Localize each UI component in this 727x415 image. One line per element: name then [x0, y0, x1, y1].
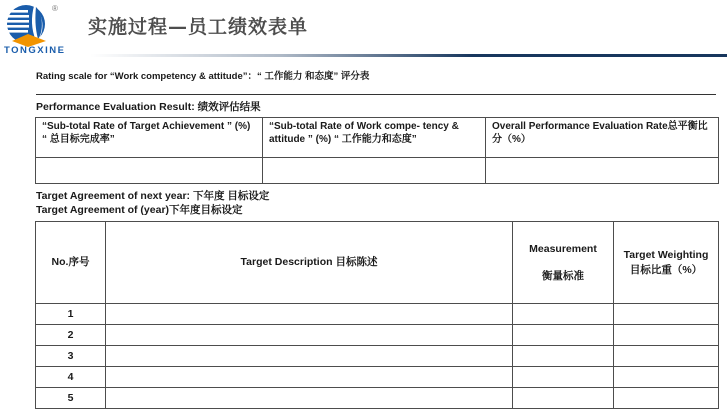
performance-result-heading: Performance Evaluation Result: 绩效评估结果 — [36, 101, 261, 113]
table-row — [36, 346, 719, 367]
cell-weighting — [614, 325, 719, 346]
cell-weighting — [614, 367, 719, 388]
target-agreement-heading-1: Target Agreement of next year: 下年度 目标设定 — [36, 190, 270, 202]
col-measurement-zh: 衡量标准 — [542, 269, 584, 282]
table-row — [36, 388, 719, 409]
col-no: No.序号 — [36, 222, 106, 304]
cell-description — [106, 325, 513, 346]
svg-text:®: ® — [52, 4, 58, 13]
table-row — [36, 367, 719, 388]
cell-row-no: 5 — [36, 388, 106, 409]
page-title: 实施过程—员工绩效表单 — [88, 16, 309, 38]
cell-row-no: 1 — [36, 304, 106, 325]
col-measurement — [513, 222, 614, 304]
cell-measurement — [513, 346, 614, 367]
col-subtotal-target-achievement: “Sub-total Rate of Target Achievement ” (%) “ 总目标完成率” — [36, 118, 263, 158]
title-underline — [90, 54, 727, 57]
cell-weighting — [614, 304, 719, 325]
col-target-description: Target Description 目标陈述 — [106, 222, 513, 304]
cell-measurement — [513, 388, 614, 409]
performance-result-table — [35, 117, 719, 184]
cell-target-achievement-value — [36, 158, 263, 184]
col-weighting-en: Target Weighting — [623, 249, 709, 262]
cell-overall-rate-value — [486, 158, 719, 184]
cell-row-no: 4 — [36, 367, 106, 388]
cell-description — [106, 304, 513, 325]
section-divider-line — [36, 94, 716, 95]
col-weighting-zh: 目标比重（%） — [629, 263, 703, 276]
col-subtotal-work-competency: “Sub-total Rate of Work compe- tency & attitude ” (%) “ 工作能力和态度” — [263, 118, 486, 158]
table-row — [36, 304, 719, 325]
cell-measurement — [513, 304, 614, 325]
table-header-row — [36, 118, 719, 158]
table-row — [36, 158, 719, 184]
cell-row-no: 2 — [36, 325, 106, 346]
cell-weighting — [614, 388, 719, 409]
col-measurement-en: Measurement — [529, 243, 597, 256]
cell-measurement — [513, 367, 614, 388]
cell-description — [106, 367, 513, 388]
tongxine-globe-icon — [4, 3, 68, 47]
cell-row-no: 3 — [36, 346, 106, 367]
col-target-weighting — [614, 222, 719, 304]
table-row — [36, 325, 719, 346]
logo-brand-text: TONGXINE — [4, 45, 66, 56]
rating-scale-caption: Rating scale for “Work competency & attitude”：“ 工作能力 和态度” 评分表 — [36, 71, 370, 82]
target-agreement-table — [35, 221, 719, 409]
cell-description — [106, 388, 513, 409]
cell-work-competency-value — [263, 158, 486, 184]
cell-weighting — [614, 346, 719, 367]
target-agreement-heading-2: Target Agreement of (year)下年度目标设定 — [36, 204, 243, 216]
cell-description — [106, 346, 513, 367]
tongxine-logo — [4, 3, 88, 59]
col-overall-evaluation-rate: Overall Performance Evaluation Rate总平衡比分（%） — [486, 118, 719, 158]
cell-measurement — [513, 325, 614, 346]
table-header-row — [36, 222, 719, 304]
